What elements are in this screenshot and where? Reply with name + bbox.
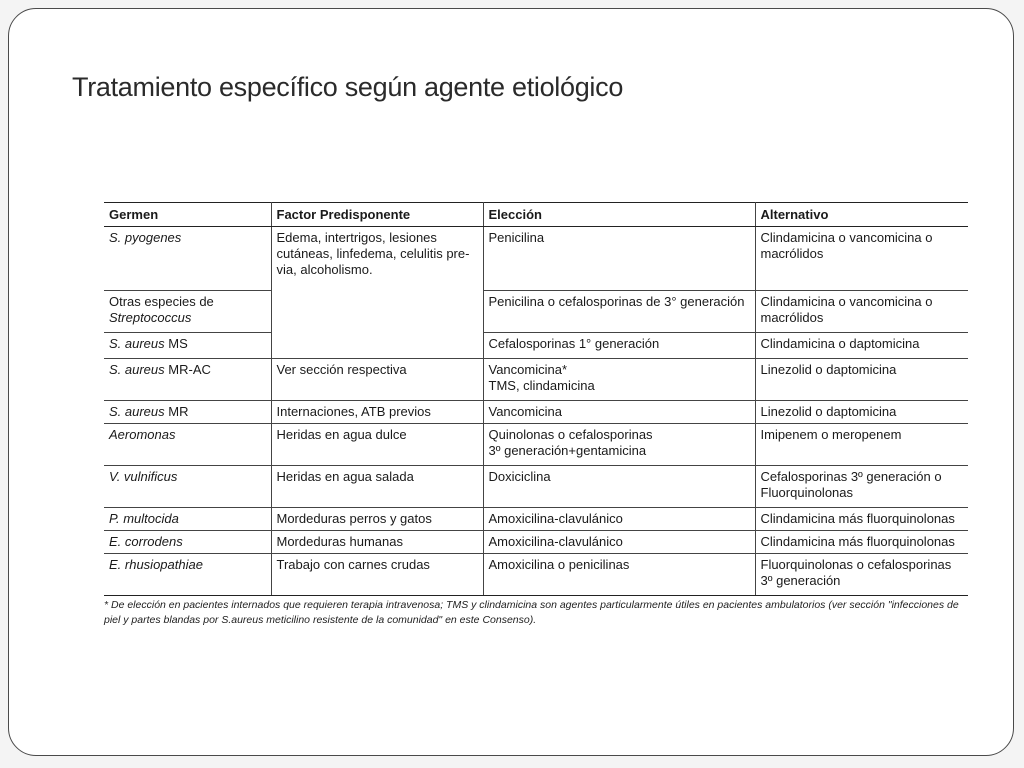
table-row	[104, 466, 968, 508]
cell-factor: Heridas en agua salada	[271, 466, 483, 508]
cell-factor: Internaciones, ATB previos	[271, 401, 483, 424]
germen-line1: Otras especies de	[109, 294, 214, 309]
eleccion-line2: 3º generación+gentamicina	[488, 443, 647, 458]
germen-suffix: MR	[164, 404, 189, 419]
germen-name: S. aureus	[109, 336, 165, 351]
germen-name: Aeromonas	[109, 427, 176, 442]
cell-alternativo: Cefalosporinas 3º generación o Fluorquinolonas	[755, 466, 968, 508]
table-header-row	[104, 203, 968, 227]
germen-line2: Streptococcus	[109, 310, 192, 325]
cell-factor: Mordeduras humanas	[271, 531, 483, 554]
table-footnote: * De elección en pacientes internados que requieren terapia intravenosa; TMS y clindamicina son agentes particularmente útiles en pacientes ambulatorios (ver sección "infecciones de piel y partes blandas por S.aureus meticilino resistente de la comunidad" en este Consenso).	[104, 599, 959, 626]
cell-eleccion: Amoxicilina o penicilinas	[483, 554, 755, 596]
germen-name: S. pyogenes	[109, 230, 182, 245]
cell-alternativo: Imipenem o meropenem	[755, 424, 968, 466]
cell-alternativo: Clindamicina o daptomicina	[755, 333, 968, 359]
germen-name: S. aureus	[109, 404, 165, 419]
cell-factor: Edema, intertrigos, lesiones cutáneas, linfedema, celulitis pre-via, alcoholismo.	[271, 227, 483, 359]
alternativo-line2: 3º generación	[760, 573, 841, 588]
table-row	[104, 424, 968, 466]
cell-alternativo: Clindamicina más fluorquinolonas	[755, 508, 968, 531]
cell-factor: Trabajo con carnes crudas	[271, 554, 483, 596]
cell-germen	[104, 291, 271, 333]
table-row	[104, 554, 968, 596]
slide-title: Tratamiento específico según agente etiológico	[72, 72, 624, 102]
cell-alternativo: Clindamicina más fluorquinolonas	[755, 531, 968, 554]
header-eleccion: Elección	[483, 203, 755, 227]
germen-suffix: MR-AC	[164, 362, 211, 377]
table-row	[104, 333, 968, 359]
table-row	[104, 227, 968, 291]
header-alternativo: Alternativo	[755, 203, 968, 227]
cell-alternativo: Linezolid o daptomicina	[755, 359, 968, 401]
cell-eleccion: Doxiciclina	[483, 466, 755, 508]
alternativo-line1: Fluorquinolonas o cefalosporinas	[760, 557, 952, 572]
cell-eleccion: Vancomicina	[483, 401, 755, 424]
eleccion-line2: TMS, clindamicina	[488, 378, 595, 393]
eleccion-line1: Quinolonas o cefalosporinas	[488, 427, 653, 442]
cell-germen	[104, 508, 271, 531]
cell-alternativo: Clindamicina o vancomicina o macrólidos	[755, 227, 968, 291]
cell-germen	[104, 531, 271, 554]
cell-germen	[104, 333, 271, 359]
cell-alternativo	[755, 554, 968, 596]
cell-alternativo: Clindamicina o vancomicina o macrólidos	[755, 291, 968, 333]
eleccion-line1: Vancomicina*	[488, 362, 568, 377]
germen-name: V. vulnificus	[109, 469, 178, 484]
cell-germen	[104, 227, 271, 291]
cell-germen	[104, 554, 271, 596]
header-germen: Germen	[104, 203, 271, 227]
cell-germen	[104, 401, 271, 424]
cell-factor: Heridas en agua dulce	[271, 424, 483, 466]
cell-germen	[104, 466, 271, 508]
cell-germen	[104, 359, 271, 401]
table-row	[104, 508, 968, 531]
cell-alternativo: Linezolid o daptomicina	[755, 401, 968, 424]
cell-eleccion: Cefalosporinas 1° generación	[483, 333, 755, 359]
table-row	[104, 531, 968, 554]
cell-eleccion: Amoxicilina-clavulánico	[483, 508, 755, 531]
cell-germen	[104, 424, 271, 466]
germen-suffix: MS	[164, 336, 188, 351]
header-factor: Factor Predisponente	[271, 203, 483, 227]
germen-name: E. corrodens	[109, 534, 183, 549]
cell-eleccion: Penicilina o cefalosporinas de 3° generación	[483, 291, 755, 333]
germen-name: P. multocida	[109, 511, 179, 526]
cell-eleccion: Penicilina	[483, 227, 755, 291]
cell-factor: Mordeduras perros y gatos	[271, 508, 483, 531]
cell-factor: Ver sección respectiva	[271, 359, 483, 401]
table-row	[104, 401, 968, 424]
germen-name: S. aureus	[109, 362, 165, 377]
germen-name: E. rhusiopathiae	[109, 557, 203, 572]
cell-eleccion: Amoxicilina-clavulánico	[483, 531, 755, 554]
treatment-table	[104, 202, 968, 596]
cell-eleccion	[483, 424, 755, 466]
cell-eleccion	[483, 359, 755, 401]
table-row	[104, 291, 968, 333]
table-row	[104, 359, 968, 401]
